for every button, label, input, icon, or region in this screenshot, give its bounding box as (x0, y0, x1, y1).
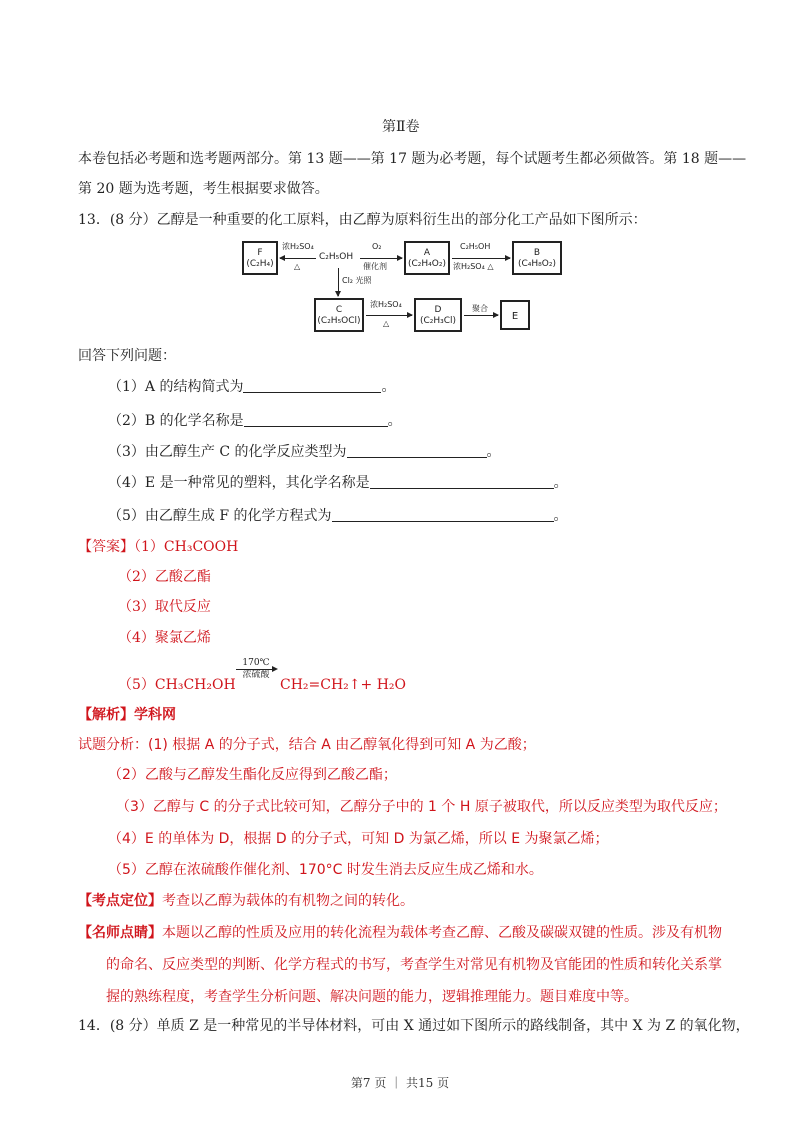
intro-line-1: 本卷包括必考题和选考题两部分。第 13 题——第 17 题为必考题，每个试题考生都必须做答。第 18 题—— (78, 151, 747, 167)
cond-d-bottom: △ (383, 319, 390, 328)
cond-b-bottom: 浓H₂SO₄ △ (453, 262, 494, 271)
box-b-formula: (C₄H₈O₂) (518, 259, 556, 269)
box-f-formula: (C₂H₄) (246, 259, 274, 269)
kaodian-text: 考查以乙醇为载体的有机物之间的转化。 (162, 893, 414, 909)
box-c-label: C (335, 305, 343, 315)
sub-question-1 (108, 378, 395, 396)
sub-question-2-end: 。 (387, 413, 402, 429)
cond-e: 聚合 (472, 304, 488, 313)
mingshi-text-1: 本题以乙醇的性质及应用的转化流程为载体考查乙醇、乙酸及碳碳双键的性质。涉及有机物 (162, 925, 722, 941)
q14-stem: 14．(8 分）单质 Z 是一种常见的半导体材料，可由 X 通过如下图所示的路线制备，其中 X 为 Z 的氧化物， (78, 1018, 750, 1034)
reaction-flow-diagram (238, 238, 568, 338)
box-d-label: D (434, 305, 442, 315)
arrow-to-b (452, 258, 510, 259)
answer-5-arrow (236, 669, 276, 670)
sub-question-1-text: （1）A 的结构简式为 (108, 379, 244, 395)
answer-blank-3[interactable] (347, 443, 487, 458)
sub-question-4-text: （4）E 是一种常见的塑料，其化学名称是 (108, 475, 370, 491)
mingshi-line-2: 的命名、反应类型的判断、化学方程式的书写，考查学生对常见有机物及官能团的性质和转化关系掌 (106, 957, 722, 973)
sub-question-4 (108, 474, 568, 492)
analysis-line-4: （4）E 的单体为 D，根据 D 的分子式，可知 D 为氯乙烯，所以 E 为聚氯乙烯； (108, 831, 609, 847)
mingshi-label: 【名师点睛】 (78, 925, 162, 941)
arrow-to-d (366, 315, 412, 316)
sub-question-5-text: （5）由乙醇生成 F 的化学方程式为 (108, 508, 332, 524)
mingshi-line-1 (78, 924, 722, 942)
analysis-line-1: 试题分析：(1) 根据 A 的分子式，结合 A 由乙醇氧化得到可知 A 为乙酸； (78, 737, 536, 753)
sub-question-3-end: 。 (486, 444, 501, 460)
box-a-label: A (423, 248, 431, 258)
answer-line-1 (78, 538, 238, 556)
box-d (414, 298, 462, 332)
box-f (242, 241, 278, 275)
answer-blank-4[interactable] (370, 474, 554, 489)
q13-stem: 13．(8 分）乙醇是一种重要的化工原料，由乙醇为原料衍生出的部分化工产品如下图所示： (78, 212, 647, 228)
sub-question-4-end: 。 (553, 475, 568, 491)
arrow-to-a (360, 258, 402, 259)
answer-5-reactant: （5）CH₃CH₂OH (118, 677, 236, 693)
answer-5-product: CH₂=CH₂↑+ H₂O (280, 677, 407, 693)
arrow-to-c (338, 268, 339, 296)
box-d-formula: (C₂H₃Cl) (419, 316, 457, 326)
answer-5-condition (236, 658, 276, 681)
arrow-to-f (280, 258, 316, 259)
box-c-formula: (C₂H₅OCl) (317, 316, 361, 326)
sub-question-5-end: 。 (553, 508, 568, 524)
q13-prompt: 回答下列问题： (78, 348, 176, 364)
analysis-line-2: （2）乙酸与乙醇发生酯化反应得到乙酸乙酯； (108, 767, 397, 783)
answer-5-cond-top: 170℃ (242, 658, 270, 668)
answer-label: 【答案】 (78, 539, 134, 555)
answer-blank-2[interactable] (244, 412, 388, 427)
sub-question-5 (108, 507, 568, 525)
page-footer: 第7 页 ｜ 共15 页 (350, 1076, 450, 1090)
box-b-label: B (533, 248, 541, 258)
box-f-label: F (257, 248, 263, 258)
answer-blank-5[interactable] (332, 507, 554, 522)
cond-a-bottom: 催化剂 (363, 262, 387, 271)
section-title: 第Ⅱ卷 (382, 119, 420, 135)
kaodian-label: 【考点定位】 (78, 893, 162, 909)
box-c (314, 298, 364, 332)
answer-blank-1[interactable] (243, 378, 381, 393)
sub-question-2-text: （2）B 的化学名称是 (108, 413, 244, 429)
kaodian-line (78, 892, 414, 910)
cond-f-top: 浓H₂SO₄ (282, 242, 314, 251)
answer-5-cond-bottom: 浓硫酸 (242, 670, 270, 680)
mingshi-line-3: 握的熟练程度，考查学生分析问题、解决问题的能力，逻辑推理能力。题目难度中等。 (106, 989, 638, 1005)
box-e-label: E (511, 311, 519, 322)
answer-1: （1）CH₃COOH (134, 539, 239, 555)
analysis-label: 【解析】学科网 (78, 707, 176, 723)
cond-c: Cl₂ 光照 (342, 276, 372, 285)
arrow-to-e (464, 315, 498, 316)
box-a-formula: (C₂H₄O₂) (408, 259, 446, 269)
answer-4: （4）聚氯乙烯 (118, 630, 211, 646)
cond-f-bottom: △ (294, 262, 301, 271)
answer-3: （3）取代反应 (118, 599, 211, 615)
box-b (512, 241, 562, 275)
answer-5 (118, 676, 236, 694)
sub-question-2 (108, 412, 402, 430)
box-e (500, 300, 530, 330)
sub-question-3-text: （3）由乙醇生产 C 的化学反应类型为 (108, 444, 347, 460)
analysis-line-3: （3）乙醇与 C 的分子式比较可知，乙醇分子中的 1 个 H 原子被取代，所以反应类型为取代反应； (116, 799, 727, 815)
intro-line-2: 第 20 题为选考题，考生根据要求做答。 (78, 181, 329, 197)
sub-question-3 (108, 443, 501, 461)
box-a (404, 241, 450, 275)
cond-b-top: C₂H₅OH (460, 242, 491, 251)
ethanol-label: C₂H₅OH (319, 252, 354, 262)
cond-a-top: O₂ (372, 242, 382, 251)
analysis-line-5: （5）乙醇在浓硫酸作催化剂、170°C 时发生消去反应生成乙烯和水。 (108, 862, 543, 878)
sub-question-1-end: 。 (381, 379, 396, 395)
answer-2: （2）乙酸乙酯 (118, 569, 211, 585)
cond-d-top: 浓H₂SO₄ (370, 300, 402, 309)
